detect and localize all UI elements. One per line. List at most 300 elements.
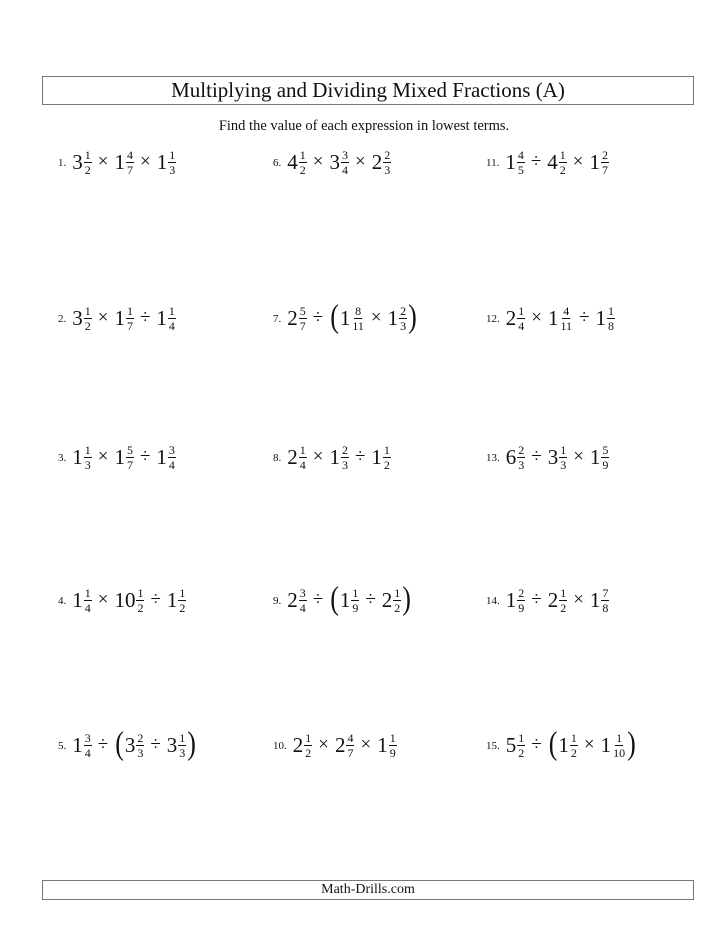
footer-site: Math-Drills.com [321,882,415,897]
fraction [351,587,359,614]
denominator: 7 [126,318,133,333]
divide-operator: ÷ [150,589,161,610]
expression [287,298,418,335]
fraction [351,305,365,332]
mixed-number [114,444,134,471]
whole-part: 1 [156,444,167,469]
denominator: 2 [84,162,91,177]
denominator: 7 [602,162,608,177]
expression [72,149,176,176]
fraction [517,149,525,176]
numerator: 1 [560,585,567,600]
multiply-operator: × [531,307,542,328]
multiply-operator: × [573,589,584,610]
mixed-number [72,444,92,471]
problem-number: 1. [58,157,67,169]
numerator: 2 [400,303,407,318]
whole-part: 1 [72,587,83,612]
numerator: 3 [299,585,306,600]
fraction [136,732,144,759]
mixed-number [329,149,349,176]
whole-part: 1 [339,587,351,612]
mixed-number [167,732,187,759]
expression [506,587,610,614]
mixed-number [590,587,610,614]
mixed-number [558,732,578,759]
fraction [517,305,525,332]
expression [72,305,176,332]
whole-part: 2 [505,305,517,330]
mixed-number [388,305,408,332]
whole-part: 2 [381,587,393,612]
open-paren: ( [115,725,124,762]
mixed-number [72,587,92,614]
mixed-number [382,587,402,614]
denominator: 2 [179,600,186,615]
mixed-number [125,732,145,759]
fraction [84,149,92,176]
mixed-number [72,305,92,332]
numerator: 2 [341,442,348,457]
fraction [517,444,525,471]
numerator: 5 [126,442,133,457]
problem-number: 10. [273,740,287,752]
whole-part: 1 [114,305,125,330]
expression [505,725,637,762]
multiply-operator: × [97,307,109,328]
divide-operator: ÷ [312,307,324,328]
fraction [559,587,567,614]
mixed-number [114,587,144,614]
mixed-number [287,305,307,332]
problem-number: 9. [273,595,282,607]
close-paren: ) [627,725,636,762]
denominator: 3 [84,457,91,472]
denominator: 9 [352,600,359,615]
whole-part: 1 [114,444,125,469]
denominator: 9 [602,457,609,472]
fraction [168,444,176,471]
numerator: 1 [560,442,567,457]
multiply-operator: × [312,151,324,172]
divide-operator: ÷ [150,734,161,755]
whole-part: 1 [589,587,601,612]
problem-3 [58,437,176,477]
divide-operator: ÷ [354,446,366,467]
fraction [517,732,525,759]
mixed-number [167,587,187,614]
mixed-number [548,587,568,614]
fraction [383,444,391,471]
multiply-operator: × [354,151,366,172]
whole-part: 1 [595,305,606,330]
whole-part: 1 [166,587,178,612]
problem-2 [58,298,176,338]
numerator: 1 [616,730,623,745]
mixed-number [371,444,391,471]
numerator: 2 [518,585,525,600]
problem-number: 8. [273,452,282,464]
mixed-number [548,305,573,332]
whole-part: 3 [329,149,340,174]
mixed-number [506,732,526,759]
whole-part: 6 [505,444,517,469]
multiply-operator: × [97,151,109,172]
fraction [383,149,391,176]
mixed-number [505,149,525,176]
denominator: 3 [137,745,144,760]
denominator: 11 [352,318,364,333]
whole-part: 5 [505,732,517,757]
multiply-operator: × [139,151,151,172]
whole-part: 1 [600,732,612,757]
mixed-number [72,149,92,176]
fraction [393,587,401,614]
numerator: 1 [126,303,133,318]
denominator: 4 [168,318,175,333]
fraction [607,305,615,332]
fraction [570,732,578,759]
denominator: 4 [168,457,175,472]
divide-operator: ÷ [531,589,542,610]
numerator: 7 [602,585,609,600]
mixed-number [601,732,627,759]
numerator: 3 [168,442,175,457]
whole-part: 2 [287,587,298,612]
numerator: 5 [299,303,306,318]
divide-operator: ÷ [365,589,376,610]
numerator: 1 [518,730,525,745]
whole-part: 3 [72,149,83,174]
close-paren: ) [402,580,411,617]
whole-part: 1 [589,444,601,469]
numerator: 1 [299,147,306,162]
mixed-number [287,444,307,471]
whole-part: 4 [287,149,298,174]
denominator: 2 [394,600,401,615]
numerator: 1 [352,585,359,600]
problem-4 [58,580,186,620]
denominator: 3 [560,457,567,472]
fraction [136,587,144,614]
fraction [517,587,525,614]
whole-part: 1 [329,444,340,469]
fraction [601,149,609,176]
mixed-number [548,444,568,471]
fraction [84,732,92,759]
mixed-number [329,444,349,471]
expression [287,149,391,176]
numerator: 1 [137,585,144,600]
fraction [559,305,573,332]
multiply-operator: × [360,734,372,755]
fraction [84,587,92,614]
open-paren: ( [330,298,339,335]
mixed-number [590,149,610,176]
denominator: 3 [341,457,348,472]
numerator: 2 [384,147,391,162]
whole-part: 1 [339,305,351,330]
whole-part: 1 [558,732,569,757]
problem-number: 12. [486,313,500,325]
multiply-operator: × [97,589,109,610]
numerator: 1 [518,303,525,318]
denominator: 3 [384,162,391,177]
denominator: 2 [559,162,566,177]
numerator: 3 [84,730,91,745]
denominator: 4 [84,745,91,760]
numerator: 1 [389,730,396,745]
mixed-number [547,149,567,176]
problem-9 [273,580,412,620]
denominator: 2 [560,600,567,615]
fraction [168,305,176,332]
worksheet-title [42,76,694,105]
mixed-number [287,149,307,176]
denominator: 11 [560,318,573,333]
whole-part: 2 [547,587,559,612]
problem-14 [486,580,609,620]
close-paren: ) [187,725,196,762]
whole-part: 1 [72,732,83,757]
multiply-operator: × [312,446,324,467]
denominator: 7 [347,745,354,760]
problem-number: 13. [486,452,500,464]
whole-part: 1 [589,149,600,174]
expression [505,149,609,176]
problem-13 [486,437,609,477]
fraction [178,732,186,759]
whole-part: 4 [547,149,558,174]
problem-10 [273,725,397,765]
whole-part: 2 [334,732,346,757]
numerator: 1 [559,147,566,162]
numerator: 2 [518,442,525,457]
whole-part: 2 [292,732,304,757]
denominator: 4 [84,600,91,615]
denominator: 2 [84,318,91,333]
fraction [341,444,349,471]
divide-operator: ÷ [312,589,324,610]
denominator: 4 [341,162,348,177]
denominator: 4 [299,600,306,615]
mixed-number [72,732,92,759]
mixed-number [595,305,615,332]
fraction [346,732,354,759]
denominator: 10 [613,745,626,760]
whole-part: 1 [114,149,125,174]
fraction [601,444,609,471]
denominator: 2 [570,745,577,760]
expression [287,580,412,617]
numerator: 1 [168,303,175,318]
whole-part: 1 [377,732,388,757]
whole-part: 3 [72,305,83,330]
expression [287,444,391,471]
mixed-number [372,149,392,176]
divide-operator: ÷ [139,307,151,328]
open-paren: ( [548,725,558,762]
problem-number: 7. [273,313,282,325]
divide-operator: ÷ [530,151,542,172]
multiply-operator: × [573,446,584,467]
numerator: 4 [347,730,354,745]
mixed-number [340,305,365,332]
problem-8 [273,437,391,477]
denominator: 4 [518,318,525,333]
fraction [126,149,134,176]
fraction [299,305,307,332]
whole-part: 1 [156,149,168,174]
fraction [178,587,186,614]
numerator: 1 [179,730,186,745]
whole-part: 1 [387,305,399,330]
fraction [559,149,567,176]
fraction [559,444,567,471]
numerator: 1 [84,442,91,457]
fraction [341,149,349,176]
numerator: 1 [570,730,577,745]
problem-12 [486,298,615,338]
divide-operator: ÷ [531,734,542,755]
mixed-number [506,305,526,332]
problem-11 [486,142,609,182]
whole-part: 1 [72,444,83,469]
fraction [299,587,307,614]
problem-number: 14. [486,595,500,607]
problem-number: 2. [58,313,67,325]
divide-operator: ÷ [531,446,542,467]
expression [72,587,186,614]
numerator: 2 [602,147,608,162]
numerator: 1 [383,442,390,457]
denominator: 3 [400,318,407,333]
fraction [601,587,609,614]
denominator: 2 [383,457,390,472]
denominator: 7 [299,318,306,333]
fraction [399,305,407,332]
expression [506,444,610,471]
fraction [612,732,626,759]
mixed-number [377,732,397,759]
denominator: 4 [299,457,306,472]
mixed-number [156,305,176,332]
denominator: 9 [389,745,396,760]
denominator: 8 [607,318,614,333]
whole-part: 2 [287,305,298,330]
expression [506,305,615,332]
whole-part: 10 [114,587,136,612]
numerator: 8 [355,303,362,318]
footer [42,880,694,900]
whole-part: 1 [371,444,382,469]
open-paren: ( [330,580,339,617]
numerator: 1 [394,585,401,600]
problem-5 [58,725,197,765]
denominator: 8 [602,600,609,615]
denominator: 7 [126,162,133,177]
numerator: 4 [517,147,524,162]
whole-part: 3 [547,444,559,469]
mixed-number [506,444,526,471]
multiply-operator: × [370,307,382,328]
problem-number: 4. [58,595,67,607]
numerator: 5 [602,442,609,457]
fraction [389,732,397,759]
denominator: 3 [518,457,525,472]
fraction [84,444,92,471]
mixed-number [157,149,177,176]
close-paren: ) [408,298,417,335]
problem-7 [273,298,418,338]
denominator: 2 [518,745,525,760]
fraction [84,305,92,332]
numerator: 1 [84,585,91,600]
numerator: 1 [84,303,91,318]
multiply-operator: × [318,734,329,755]
whole-part: 1 [156,305,167,330]
denominator: 2 [299,162,306,177]
mixed-number [293,732,313,759]
whole-part: 2 [287,444,298,469]
instructions: Find the value of each expression in lowest terms. [218,118,510,134]
problem-6 [273,142,391,182]
problem-15 [486,725,637,765]
denominator: 2 [137,600,144,615]
multiply-operator: × [583,734,595,755]
numerator: 1 [299,442,306,457]
fraction [299,149,307,176]
numerator: 1 [84,147,91,162]
problem-number: 6. [273,157,282,169]
problem-number: 15. [486,740,500,752]
whole-part: 2 [371,149,383,174]
numerator: 1 [305,730,312,745]
divide-operator: ÷ [579,307,590,328]
mixed-number [590,444,610,471]
problem-number: 3. [58,452,67,464]
multiply-operator: × [572,151,584,172]
numerator: 2 [137,730,144,745]
whole-part: 3 [166,732,178,757]
numerator: 4 [126,147,133,162]
fraction [126,305,134,332]
mixed-number [340,587,360,614]
problem-1 [58,142,176,182]
whole-part: 3 [124,732,136,757]
problem-number: 5. [58,740,67,752]
multiply-operator: × [97,446,109,467]
denominator: 5 [517,162,524,177]
expression [72,444,176,471]
whole-part: 1 [547,305,559,330]
mixed-number [287,587,307,614]
mixed-number [335,732,355,759]
fraction [126,444,134,471]
numerator: 4 [563,303,570,318]
title-text: Multiplying and Dividing Mixed Fractions (A) [171,78,565,102]
fraction [304,732,312,759]
numerator: 1 [169,147,176,162]
denominator: 9 [518,600,525,615]
mixed-number [506,587,526,614]
mixed-number [114,305,134,332]
divide-operator: ÷ [139,446,151,467]
whole-part: 1 [505,149,516,174]
numerator: 1 [179,585,186,600]
denominator: 2 [305,745,312,760]
numerator: 1 [607,303,614,318]
